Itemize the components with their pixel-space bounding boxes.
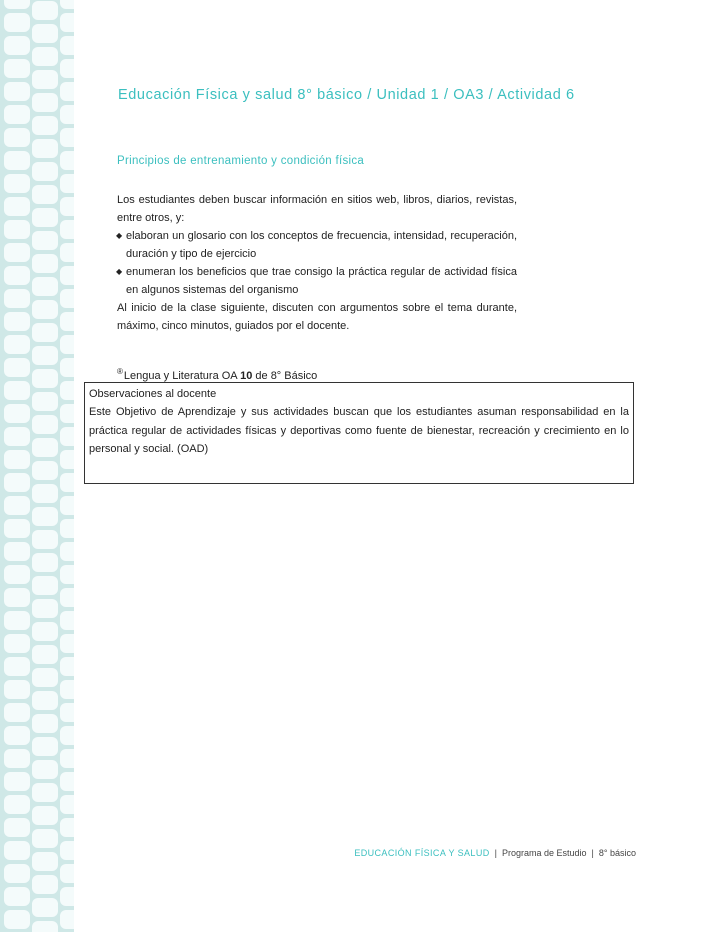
reference-number: 10	[240, 370, 253, 382]
decorative-pill	[32, 254, 58, 273]
decorative-pill	[60, 82, 74, 101]
decorative-pill	[32, 553, 58, 572]
footer-program: Programa de Estudio	[501, 848, 587, 858]
decorative-pill	[60, 59, 74, 78]
decorative-pill	[60, 404, 74, 423]
decorative-pill	[32, 875, 58, 894]
decorative-pill	[60, 542, 74, 561]
decorative-pill	[4, 703, 30, 722]
decorative-pill	[60, 634, 74, 653]
decorative-pill	[4, 197, 30, 216]
decorative-pill	[4, 611, 30, 630]
decorative-pill	[32, 116, 58, 135]
decorative-pill	[60, 611, 74, 630]
closing-paragraph: Al inicio de la clase siguiente, discuten con argumentos sobre el tema durante, máximo, cinco minutos, guiados por el docente.	[117, 302, 517, 332]
decorative-pill	[4, 542, 30, 561]
decorative-pill	[60, 749, 74, 768]
decorative-pill	[4, 864, 30, 883]
decorative-pill	[4, 381, 30, 400]
decorative-pill	[32, 1, 58, 20]
decorative-pill	[60, 450, 74, 469]
decorative-pill	[4, 243, 30, 262]
reference-suffix: de 8° Básico	[252, 370, 318, 382]
page-header-title: Educación Física y salud 8° básico / Unidad 1 / OA3 / Actividad 6	[118, 87, 575, 103]
cross-reference	[117, 367, 318, 382]
decorative-pill	[4, 151, 30, 170]
decorative-pill	[4, 312, 30, 331]
decorative-pill	[32, 921, 58, 932]
decorative-pill	[4, 680, 30, 699]
decorative-pill	[4, 335, 30, 354]
reference-prefix: Lengua y Literatura OA	[123, 370, 241, 382]
decorative-pill	[32, 852, 58, 871]
list-item	[117, 263, 517, 299]
decorative-pill	[60, 335, 74, 354]
decorative-pill	[60, 726, 74, 745]
decorative-pill	[32, 576, 58, 595]
diamond-bullet-icon: ◆	[116, 267, 123, 276]
decorative-pill	[60, 381, 74, 400]
list-item-text: elaboran un glosario con los conceptos de frecuencia, intensidad, recuperación, duración y tipo de ejercicio	[126, 230, 517, 260]
decorative-pill	[60, 0, 74, 9]
decorative-pill	[32, 714, 58, 733]
decorative-pill	[32, 599, 58, 618]
decorative-pill	[4, 36, 30, 55]
decorative-pill	[32, 139, 58, 158]
decorative-pill	[32, 185, 58, 204]
decorative-pill	[32, 783, 58, 802]
decorative-pill	[32, 323, 58, 342]
decorative-pill	[4, 473, 30, 492]
decorative-pill	[60, 519, 74, 538]
decorative-pill	[32, 484, 58, 503]
decorative-pill	[4, 105, 30, 124]
decorative-pill	[4, 772, 30, 791]
decorative-pill	[4, 634, 30, 653]
decorative-pill	[4, 795, 30, 814]
decorative-pill	[4, 450, 30, 469]
decorative-pill	[32, 369, 58, 388]
page-footer	[354, 848, 636, 858]
decorative-pill	[4, 565, 30, 584]
decorative-pill	[60, 427, 74, 446]
decorative-pill	[60, 174, 74, 193]
observations-box	[84, 382, 634, 484]
diamond-bullet-icon: ◆	[116, 231, 123, 240]
footer-separator: |	[591, 848, 594, 858]
decorative-pill	[60, 841, 74, 860]
intro-paragraph: Los estudiantes deben buscar información en sitios web, libros, diarios, revistas, entre otros, y:	[117, 194, 517, 224]
decorative-pill	[32, 507, 58, 526]
decorative-pill	[32, 208, 58, 227]
decorative-pill	[4, 220, 30, 239]
decorative-pill	[60, 151, 74, 170]
decorative-pill	[60, 496, 74, 515]
decorative-pill	[32, 277, 58, 296]
decorative-pill	[60, 703, 74, 722]
decorative-pill	[60, 588, 74, 607]
decorative-pill	[4, 59, 30, 78]
decorative-pill	[4, 289, 30, 308]
decorative-pill	[60, 565, 74, 584]
footer-grade: 8° básico	[598, 848, 636, 858]
decorative-pill	[32, 737, 58, 756]
decorative-pill	[32, 622, 58, 641]
decorative-pill	[60, 473, 74, 492]
decorative-pill	[4, 427, 30, 446]
decorative-pill	[32, 829, 58, 848]
list-item	[117, 227, 517, 263]
reference-mark-icon: ®	[117, 367, 123, 376]
decorative-pill	[60, 887, 74, 906]
decorative-pill	[32, 645, 58, 664]
decorative-pill	[32, 898, 58, 917]
decorative-pill	[60, 289, 74, 308]
observations-title: Observaciones al docente	[89, 388, 217, 400]
list-item-text: enumeran los beneficios que trae consigo la práctica regular de actividad física en algunos sistemas del organismo	[126, 266, 517, 296]
decorative-pill	[32, 162, 58, 181]
decorative-pill	[60, 864, 74, 883]
decorative-pill	[60, 13, 74, 32]
footer-subject: EDUCACIÓN FÍSICA Y SALUD	[354, 848, 490, 858]
decorative-pill	[4, 128, 30, 147]
decorative-pill	[32, 300, 58, 319]
decorative-pill	[60, 772, 74, 791]
decorative-pill	[60, 36, 74, 55]
decorative-pill	[60, 128, 74, 147]
decorative-pill	[60, 312, 74, 331]
decorative-pill	[60, 197, 74, 216]
activity-body	[117, 191, 517, 335]
section-title: Principios de entrenamiento y condición física	[117, 155, 365, 167]
decorative-pill	[4, 841, 30, 860]
decorative-pill	[4, 818, 30, 837]
decorative-pill	[4, 496, 30, 515]
decorative-pill	[32, 70, 58, 89]
decorative-pill	[60, 358, 74, 377]
decorative-pill	[60, 220, 74, 239]
footer-separator: |	[494, 848, 497, 858]
decorative-pill	[60, 910, 74, 929]
decorative-pill	[32, 691, 58, 710]
decorative-pill	[32, 392, 58, 411]
decorative-pill	[32, 24, 58, 43]
decorative-pill	[4, 749, 30, 768]
decorative-pill	[32, 806, 58, 825]
decorative-pill	[4, 887, 30, 906]
observations-text: Este Objetivo de Aprendizaje y sus actividades buscan que los estudiantes asuman responsabilidad en la práctica regular de actividades físicas y deportivas como fuente de bienestar, recreación y crecimiento en lo personal y social. (OAD)	[89, 406, 629, 455]
decorative-pill	[4, 726, 30, 745]
decorative-pill	[4, 519, 30, 538]
decorative-pill	[4, 588, 30, 607]
decorative-pill	[60, 105, 74, 124]
decorative-pill	[32, 760, 58, 779]
decorative-pill	[60, 795, 74, 814]
decorative-pill	[32, 231, 58, 250]
decorative-pill	[4, 0, 30, 9]
decorative-pill	[4, 657, 30, 676]
decorative-pill	[32, 47, 58, 66]
decorative-pill	[32, 530, 58, 549]
decorative-pill	[4, 358, 30, 377]
decorative-pill	[4, 404, 30, 423]
activity-list	[117, 227, 517, 299]
decorative-pill	[4, 266, 30, 285]
decorative-pill	[4, 82, 30, 101]
decorative-pill	[32, 461, 58, 480]
decorative-pill	[60, 818, 74, 837]
decorative-pill	[32, 93, 58, 112]
decorative-pill	[60, 243, 74, 262]
decorative-pill	[32, 415, 58, 434]
decorative-pill	[4, 910, 30, 929]
decorative-pill	[4, 13, 30, 32]
decorative-pill	[60, 680, 74, 699]
decorative-pill	[60, 657, 74, 676]
decorative-pill	[32, 668, 58, 687]
decorative-side-strip	[0, 0, 74, 932]
decorative-pill	[60, 266, 74, 285]
decorative-pill	[4, 174, 30, 193]
decorative-pill	[32, 346, 58, 365]
decorative-pill	[32, 438, 58, 457]
